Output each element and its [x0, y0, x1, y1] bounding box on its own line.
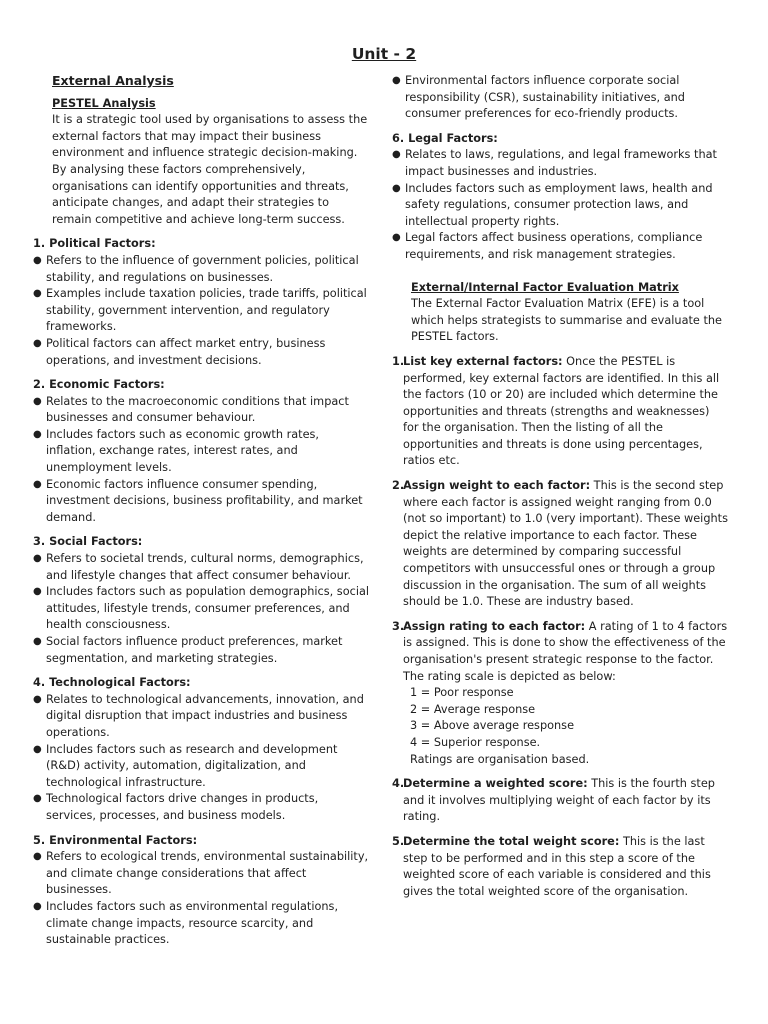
- efe-step-3: [392, 619, 728, 768]
- technological-factors: [33, 675, 371, 824]
- left-column: [33, 73, 371, 949]
- list-item: ● Includes factors such as environmental regulations, climate change impacts, resource scarcity, and sustainable practices.: [33, 899, 371, 949]
- step-heading: Determine the total weight score:: [403, 834, 620, 848]
- efe-intro: The External Factor Evaluation Matrix (EFE) is a tool which helps strategists to summarise and evaluate the PESTEL factors.: [411, 297, 723, 344]
- list-item: ● Relates to the macroeconomic conditions that impact businesses and consumer behaviour.: [33, 394, 371, 427]
- step-text: This is the fourth step and it involves multiplying weight of each factor by its rating.: [403, 777, 715, 824]
- list-item: ● Examples include taxation policies, trade tariffs, political stability, government intervention, and regulatory frameworks.: [33, 286, 371, 336]
- social-bullets: [33, 551, 371, 667]
- efe-title: External/Internal Factor Evaluation Matrix: [411, 280, 679, 294]
- list-item: ● Environmental factors influence corporate social responsibility (CSR), sustainability initiatives, and consumer preferences for eco-friendly products.: [392, 73, 728, 123]
- list-item: ● Includes factors such as economic growth rates, inflation, exchange rates, interest rates, and unemployment levels.: [33, 427, 371, 477]
- political-heading: 1. Political Factors:: [33, 237, 156, 251]
- environmental-bullets: [33, 849, 371, 949]
- efe-step-1: [392, 354, 728, 470]
- step-heading: Assign weight to each factor:: [403, 479, 591, 493]
- rating-scale-item: 4 = Superior response.: [410, 735, 541, 749]
- environmental-bullets-continued: [392, 73, 728, 123]
- list-item: ● Social factors influence product preferences, market segmentation, and marketing strategies.: [33, 634, 371, 667]
- legal-factors: [392, 131, 728, 264]
- rating-scale-item: 2 = Average response: [410, 702, 536, 716]
- step-heading: Determine a weighted score:: [403, 777, 588, 791]
- rating-note: Ratings are organisation based.: [410, 752, 590, 766]
- political-factors: [33, 236, 371, 369]
- section-title: External Analysis: [52, 73, 174, 88]
- list-item: ● Includes factors such as population demographics, social attitudes, lifestyle trends, consumer preferences, and health consciousness.: [33, 584, 371, 634]
- list-item: ● Economic factors influence consumer spending, investment decisions, business profitability, and market demand.: [33, 477, 371, 527]
- rating-scale-item: 3 = Above average response: [410, 719, 575, 733]
- list-item: ● Includes factors such as employment laws, health and safety regulations, consumer protection laws, and intellectual property rights.: [392, 181, 728, 231]
- list-item: ● Relates to technological advancements, innovation, and digital disruption that impact industries and business operations.: [33, 692, 371, 742]
- step-number: 4.: [392, 777, 405, 791]
- list-item: ● Relates to laws, regulations, and legal frameworks that impact businesses and industries.: [392, 147, 728, 180]
- list-item: ● Legal factors affect business operations, compliance requirements, and risk management strategies.: [392, 230, 728, 263]
- political-bullets: [33, 253, 371, 369]
- step-heading: Assign rating to each factor:: [403, 619, 586, 633]
- step-number: 1.: [392, 354, 405, 368]
- rating-scale-item: 1 = Poor response: [410, 686, 514, 700]
- step-text: A rating of 1 to 4 factors is assigned. This is done to show the effectiveness of the organisation's present strategic response to the factor. The rating scale is depicted as below:: [403, 619, 728, 683]
- efe-section: [392, 280, 728, 346]
- technological-bullets: [33, 692, 371, 825]
- page-title: Unit - 2: [351, 45, 417, 63]
- step-number: 5.: [392, 834, 405, 848]
- technological-heading: 4. Technological Factors:: [33, 676, 191, 690]
- step-text: This is the last step to be performed and in this step a score of the weighted score of each variable is considered and this gives the total weighted score of the organisation.: [403, 834, 711, 898]
- right-column: [392, 73, 728, 900]
- list-item: ● Technological factors drive changes in products, services, processes, and business models.: [33, 791, 371, 824]
- social-factors: [33, 534, 371, 667]
- list-item: ● Refers to societal trends, cultural norms, demographics, and lifestyle changes that affect consumer behaviour.: [33, 551, 371, 584]
- step-text: Once the PESTEL is performed, key external factors are identified. In this all the factors (10 or 20) are included which determine the opportunities and threats (strengths and weaknesses) for the organisation. Then the listing of all the opportunities and threats is done using percentages, ratios etc.: [403, 354, 720, 468]
- list-item: ● Political factors can affect market entry, business operations, and investment decisions.: [33, 336, 371, 369]
- efe-step-4: [392, 776, 728, 826]
- environmental-factors: [33, 833, 371, 949]
- step-number: 2.: [392, 479, 405, 493]
- pestel-intro: It is a strategic tool used by organisations to assess the external factors that may impact their business environment and influence strategic decision-making. By analysing these factors comprehensively, organisations can identify opportunities and threats, anticipate changes, and adapt their strategies to remain competitive and achieve long-term success.: [52, 113, 368, 226]
- economic-heading: 2. Economic Factors:: [33, 378, 165, 392]
- list-item: ● Includes factors such as research and development (R&D) activity, automation, digitalization, and technological infrastructure.: [33, 742, 371, 792]
- efe-step-2: [392, 478, 728, 611]
- economic-factors: [33, 377, 371, 526]
- environmental-heading: 5. Environmental Factors:: [33, 833, 198, 847]
- step-number: 3.: [392, 619, 405, 633]
- economic-bullets: [33, 394, 371, 527]
- step-text: This is the second step where each factor is assigned weight ranging from 0.0 (not so important) to 1.0 (very important). These weights depict the relative importance to each factor. These weights are determined by comparing successful competitors with unsuccessful ones or through a group discussion in the organisation. The sum of all weights should be 1.0. These are industry based.: [403, 479, 728, 609]
- list-item: ● Refers to the influence of government policies, political stability, and regulations on businesses.: [33, 253, 371, 286]
- efe-step-5: [392, 834, 728, 900]
- social-heading: 3. Social Factors:: [33, 535, 143, 549]
- pestel-title: PESTEL Analysis: [52, 96, 156, 110]
- legal-bullets: [392, 147, 728, 263]
- step-heading: List key external factors:: [403, 354, 563, 368]
- list-item: ● Refers to ecological trends, environmental sustainability, and climate change considerations that affect businesses.: [33, 849, 371, 899]
- rating-scale: [410, 685, 728, 768]
- legal-heading: 6. Legal Factors:: [392, 131, 498, 145]
